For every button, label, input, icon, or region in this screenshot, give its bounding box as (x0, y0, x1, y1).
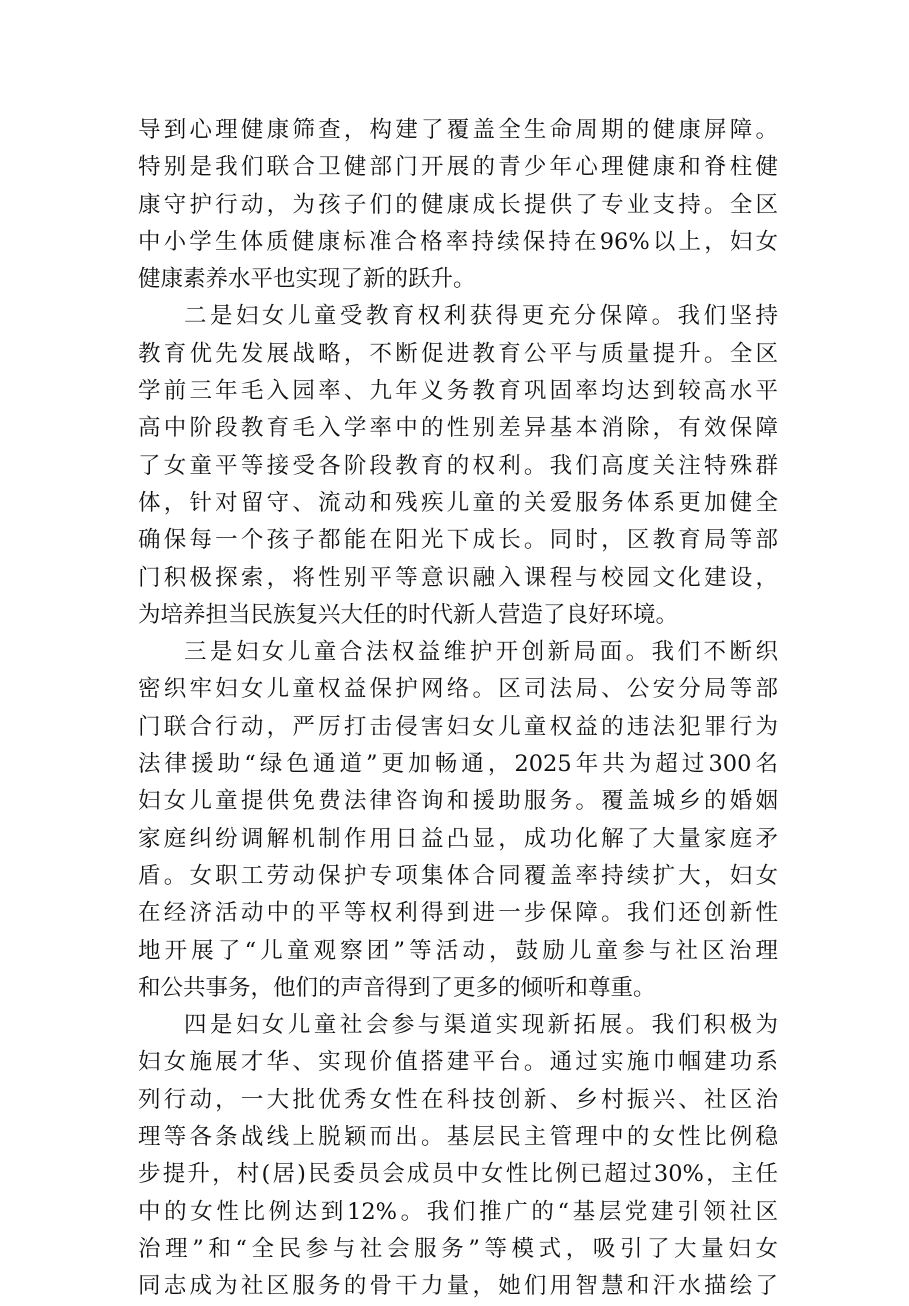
text-line: 法律援助“绿色通道”更加畅通，2025年共为超过300名 (138, 751, 778, 778)
text-line: 特别是我们联合卫健部门开展的青少年心理健康和脊柱健 (138, 154, 778, 181)
text-line: 健康素养水平也实现了新的跃升。 (138, 266, 476, 293)
paragraph-heading-line: 三是妇女儿童合法权益维护开创新局面。我们不断织 (184, 639, 778, 666)
text-line: 治理”和“全民参与社会服务”等模式，吸引了大量妇女 (138, 1235, 778, 1262)
paragraph-heading-line: 二是妇女儿童受教育权利获得更充分保障。我们坚持 (184, 303, 778, 330)
text-line: 体，针对留守、流动和残疾儿童的关爱服务体系更加健全 (138, 489, 778, 516)
text-line: 理等各条战线上脱颖而出。基层民主管理中的女性比例稳 (138, 1124, 778, 1151)
text-line: 中小学生体质健康标准合格率持续保持在96%以上，妇女 (138, 228, 778, 255)
text-line: 门联合行动，严厉打击侵害妇女儿童权益的违法犯罪行为 (138, 713, 778, 740)
text-line: 了女童平等接受各阶段教育的权利。我们高度关注特殊群 (138, 452, 778, 479)
paragraph-heading-line: 四是妇女儿童社会参与渠道实现新拓展。我们积极为 (184, 1012, 778, 1039)
text-line: 同志成为社区服务的骨干力量，她们用智慧和汗水描绘了 (138, 1273, 778, 1300)
body-text (138, 112, 778, 1306)
text-line: 列行动，一大批优秀女性在科技创新、乡村振兴、社区治 (138, 1086, 778, 1113)
text-line: 教育优先发展战略，不断促进教育公平与质量提升。全区 (138, 340, 778, 367)
text-line: 确保每一个孩子都能在阳光下成长。同时，区教育局等部 (138, 527, 778, 554)
text-line: 妇女儿童提供免费法律咨询和援助服务。覆盖城乡的婚姻 (138, 788, 778, 815)
text-line: 盾。女职工劳动保护专项集体合同覆盖率持续扩大，妇女 (138, 862, 778, 889)
text-line: 门积极探索，将性别平等意识融入课程与校园文化建设， (138, 564, 778, 591)
text-line: 学前三年毛入园率、九年义务教育巩固率均达到较高水平 (138, 378, 778, 405)
text-line: 步提升，村(居)民委员会成员中女性比例已超过30%，主任 (138, 1161, 778, 1188)
text-line: 导到心理健康筛查，构建了覆盖全生命周期的健康屏障。 (138, 117, 778, 143)
text-line: 为培养担当民族复兴大任的时代新人营造了良好环境。 (138, 601, 679, 628)
text-line: 中的女性比例达到12%。我们推广的“基层党建引领社区 (138, 1198, 778, 1225)
text-line: 在经济活动中的平等权利得到进一步保障。我们还创新性 (138, 900, 778, 927)
text-line: 妇女施展才华、实现价值搭建平台。通过实施巾帼建功系 (138, 1049, 778, 1076)
text-line: 和公共事务，他们的声音得到了更多的倾听和尊重。 (138, 974, 656, 1001)
text-line: 康守护行动，为孩子们的健康成长提供了专业支持。全区 (138, 191, 778, 218)
text-line: 密织牢妇女儿童权益保护网络。区司法局、公安分局等部 (138, 676, 778, 703)
text-line: 高中阶段教育毛入学率中的性别差异基本消除，有效保障 (138, 415, 778, 442)
text-line: 地开展了“儿童观察团”等活动，鼓励儿童参与社区治理 (138, 937, 778, 964)
text-line: 家庭纠纷调解机制作用日益凸显，成功化解了大量家庭矛 (138, 825, 778, 852)
